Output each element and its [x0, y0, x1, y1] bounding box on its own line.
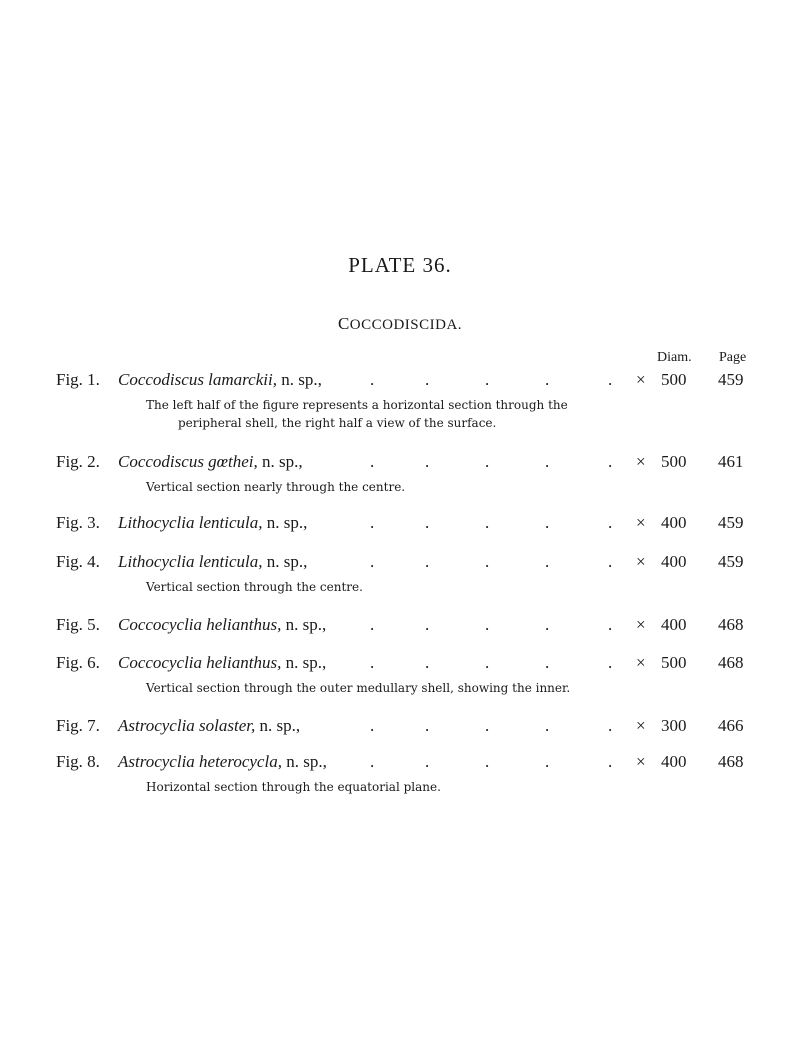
figure-number: Fig. 5. — [56, 615, 100, 634]
page-number: 459 — [718, 552, 744, 571]
leader-dot: . — [425, 513, 430, 532]
figure-description — [146, 578, 616, 596]
figure-number: Fig. 6. — [56, 653, 100, 672]
magnification-value: 500 — [661, 452, 687, 471]
species-name — [118, 615, 326, 635]
leader-dot: . — [370, 653, 375, 672]
species-name — [118, 653, 326, 673]
leader-dot: . — [608, 513, 613, 532]
species-binomial: Astrocyclia solaster, — [118, 716, 256, 735]
leader-dot: . — [545, 452, 550, 471]
figure-number: Fig. 4. — [56, 552, 100, 571]
figure-number: Fig. 3. — [56, 513, 100, 532]
species-name — [118, 752, 327, 772]
figure-entry — [0, 752, 800, 794]
figure-entry — [0, 370, 800, 430]
section-title-initial: C — [337, 314, 350, 333]
page-number: 459 — [718, 513, 744, 532]
leader-dot: . — [545, 513, 550, 532]
plate-title: PLATE 36. — [348, 253, 452, 277]
species-name — [118, 370, 322, 390]
leader-dot: . — [545, 716, 550, 735]
leader-dot: . — [545, 752, 550, 771]
figure-entry-line — [0, 513, 800, 535]
figure-entry — [0, 653, 800, 695]
leader-dot: . — [370, 452, 375, 471]
leader-dot: . — [370, 752, 375, 771]
magnification-sign: × — [636, 716, 646, 735]
section-title — [0, 314, 800, 334]
figure-entry-line — [0, 716, 800, 738]
species-binomial: Coccocyclia helianthus, — [118, 653, 282, 672]
leader-dot: . — [370, 716, 375, 735]
magnification-sign: × — [636, 752, 646, 771]
leader-dot: . — [608, 552, 613, 571]
leader-dot: . — [545, 653, 550, 672]
species-suffix: n. sp., — [257, 452, 303, 471]
leader-dot: . — [425, 716, 430, 735]
species-suffix: n. sp., — [281, 653, 327, 672]
leader-dot: . — [370, 513, 375, 532]
figure-description — [146, 478, 616, 496]
leader-dot: . — [608, 752, 613, 771]
species-binomial: Coccodiscus gœthei, — [118, 452, 258, 471]
column-header-page: Page — [719, 350, 747, 365]
species-suffix: n. sp., — [276, 370, 322, 389]
column-header-diam: Diam. — [657, 350, 692, 365]
leader-dot: . — [485, 615, 490, 634]
species-suffix: n. sp., — [255, 716, 301, 735]
species-name — [118, 513, 307, 533]
species-suffix: n. sp., — [281, 615, 327, 634]
description-line: Vertical section nearly through the centre. — [146, 480, 406, 494]
leader-dot: . — [545, 370, 550, 389]
page-number: 466 — [718, 716, 744, 735]
species-suffix: n. sp., — [281, 752, 327, 771]
figure-number: Fig. 8. — [56, 752, 100, 771]
species-suffix: n. sp., — [262, 552, 308, 571]
figure-description — [146, 396, 616, 432]
figure-entry-line — [0, 752, 800, 774]
species-binomial: Lithocyclia lenticula, — [118, 513, 263, 532]
magnification-sign: × — [636, 615, 646, 634]
figure-entry — [0, 615, 800, 637]
leader-dot: . — [485, 513, 490, 532]
leader-dot: . — [485, 752, 490, 771]
leader-dot: . — [370, 552, 375, 571]
page-number: 459 — [718, 370, 744, 389]
leader-dot: . — [425, 370, 430, 389]
leader-dot: . — [485, 653, 490, 672]
leader-dot: . — [425, 752, 430, 771]
figure-number: Fig. 1. — [56, 370, 100, 389]
figure-entry-line — [0, 370, 800, 392]
leader-dot: . — [485, 552, 490, 571]
figure-entry-line — [0, 653, 800, 675]
description-line: Vertical section through the centre. — [146, 580, 363, 594]
leader-dot: . — [545, 552, 550, 571]
leader-dot: . — [608, 370, 613, 389]
leader-dot: . — [370, 615, 375, 634]
species-binomial: Coccocyclia helianthus, — [118, 615, 282, 634]
magnification-sign: × — [636, 513, 646, 532]
magnification-value: 400 — [661, 513, 687, 532]
leader-dot: . — [485, 716, 490, 735]
leader-dot: . — [485, 370, 490, 389]
leader-dot: . — [425, 615, 430, 634]
description-line: Vertical section through the outer medullary shell, showing the inner. — [146, 681, 571, 695]
leader-dot: . — [370, 370, 375, 389]
magnification-sign: × — [636, 452, 646, 471]
description-line: Horizontal section through the equatorial plane. — [146, 780, 441, 794]
description-line: peripheral shell, the right half a view of the surface. — [178, 416, 497, 430]
magnification-value: 300 — [661, 716, 687, 735]
magnification-value: 400 — [661, 752, 687, 771]
figure-entry — [0, 552, 800, 594]
species-binomial: Astrocyclia heterocycla, — [118, 752, 282, 771]
species-suffix: n. sp., — [262, 513, 308, 532]
page-number: 468 — [718, 615, 744, 634]
magnification-sign: × — [636, 370, 646, 389]
species-binomial: Coccodiscus lamarckii, — [118, 370, 277, 389]
figure-description — [146, 778, 616, 796]
page-number: 468 — [718, 752, 744, 771]
figure-entry-line — [0, 615, 800, 637]
magnification-value: 500 — [661, 653, 687, 672]
figure-entry — [0, 452, 800, 494]
magnification-sign: × — [636, 552, 646, 571]
figure-number: Fig. 2. — [56, 452, 100, 471]
figure-entry-line — [0, 552, 800, 574]
leader-dot: . — [545, 615, 550, 634]
magnification-sign: × — [636, 653, 646, 672]
species-binomial: Lithocyclia lenticula, — [118, 552, 263, 571]
species-name — [118, 552, 307, 572]
page-number: 461 — [718, 452, 744, 471]
page-number: 468 — [718, 653, 744, 672]
figure-entry — [0, 513, 800, 535]
description-line: The left half of the figure represents a horizontal section through the — [146, 398, 568, 412]
species-name — [118, 452, 303, 472]
leader-dot: . — [608, 716, 613, 735]
section-title-rest: OCCODISCIDA. — [349, 317, 463, 333]
figure-entry-line — [0, 452, 800, 474]
leader-dot: . — [608, 615, 613, 634]
figure-entry — [0, 716, 800, 738]
magnification-value: 500 — [661, 370, 687, 389]
figure-description — [146, 679, 616, 697]
leader-dot: . — [425, 653, 430, 672]
leader-dot: . — [425, 552, 430, 571]
leader-dot: . — [485, 452, 490, 471]
magnification-value: 400 — [661, 552, 687, 571]
leader-dot: . — [608, 653, 613, 672]
leader-dot: . — [425, 452, 430, 471]
leader-dot: . — [608, 452, 613, 471]
figure-number: Fig. 7. — [56, 716, 100, 735]
magnification-value: 400 — [661, 615, 687, 634]
species-name — [118, 716, 300, 736]
